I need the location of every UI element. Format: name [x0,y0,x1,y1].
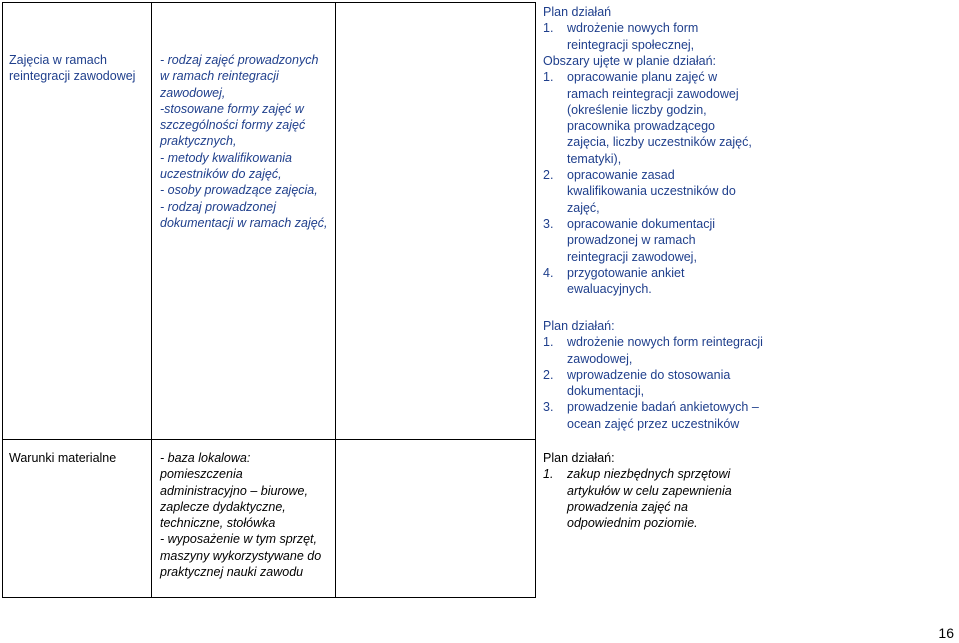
row2-plan-block [543,450,753,531]
table-divider-3 [535,2,536,598]
table-border-bottom [2,597,536,598]
row1-description-cell [160,52,332,231]
table-border-left [2,2,3,598]
row2-plan-heading: Plan działań: [543,451,615,465]
page-number: 16 [938,624,954,641]
row1-description-line: szczególności formy zajęć [160,118,306,133]
plan2-heading: Obszary ujęte w planie działań: [543,54,717,68]
list-item: 3. prowadzenie badań ankietowych – ocean zajęć przez uczestników [543,400,759,431]
row2-description-line: administracyjno – biurowe, [160,483,308,498]
table-border-top [2,2,536,3]
row1-description-line: uczestników do zajęć, [160,167,282,182]
table-border-mid [2,439,536,440]
list-item: 3. opracowanie dokumentacji prowadzonej w ramach reintegracji zawodowej, [543,216,716,264]
plan1-list [543,20,753,53]
row2-description-line: - wyposażenie w tym sprzęt, [160,532,317,547]
plan3-heading: Plan działań: [543,319,615,333]
list-item: 1. wdrożenie nowych form reintegracji zawodowej, [543,335,763,366]
row1-category-cell [9,52,147,85]
list-item: 2. opracowanie zasad kwalifikowania uczestników do zajęć, [543,168,736,215]
row1-description-line: praktycznych, [160,134,237,149]
row2-description-line: zaplecze dydaktyczne, [160,499,286,514]
table-divider-2 [335,2,336,598]
row1-description-line: - rodzaj prowadzonej [160,199,277,214]
row1-description-line: - osoby prowadzące zajęcia, [160,183,318,198]
row1-description-line: - metody kwalifikowania [160,150,292,165]
row1-description-line: dokumentacji w ramach zajęć, [160,215,328,230]
plan2-list [543,69,753,297]
row2-description-line: praktycznej nauki zawodu [160,565,304,580]
plan1-heading: Plan działań [543,5,612,19]
table-divider-1 [151,2,152,598]
row2-description-line: techniczne, stołówka [160,516,276,531]
plan3-list [543,334,773,432]
row2-description-line: - baza lokalowa: [160,451,251,465]
list-item: 2. wprowadzenie do stosowania dokumentacji, [543,367,731,399]
row2-category-label: Warunki materialne [9,451,117,465]
row2-category-cell [9,450,147,466]
list-item: 1. zakup niezbędnych sprzętowi artykułów w celu zapewnienia prowadzenia zajęć na odpowiednim poziomie. [543,467,732,531]
row1-plan3-block [543,318,773,432]
row1-description-line: w ramach reintegracji [160,69,279,84]
list-item: 1. wdrożenie nowych form reintegracji społecznej, [543,21,699,52]
row2-plan-list [543,466,753,531]
row1-plan2-block [543,53,753,297]
row1-description-line: - rodzaj zajęć prowadzonych [160,53,319,67]
list-item: 1. opracowanie planu zajęć w ramach reintegracji zawodowej (określenie liczby godzin, pracownika prowadzącego zajęcia, liczby uczestników zajęć, tematyki), [543,70,752,166]
row2-description-line: maszyny wykorzystywane do [160,548,322,563]
row1-category-label: Zajęcia w ramach reintegracji zawodowej [9,53,136,84]
row1-description-line: -stosowane formy zajęć w [160,101,304,116]
row2-description-line: pomieszczenia [160,467,243,482]
row1-plan1-block [543,4,753,53]
row1-description-line: zawodowej, [160,85,226,100]
row2-description-cell [160,450,332,580]
list-item: 4. przygotowanie ankiet ewaluacyjnych. [543,265,685,297]
